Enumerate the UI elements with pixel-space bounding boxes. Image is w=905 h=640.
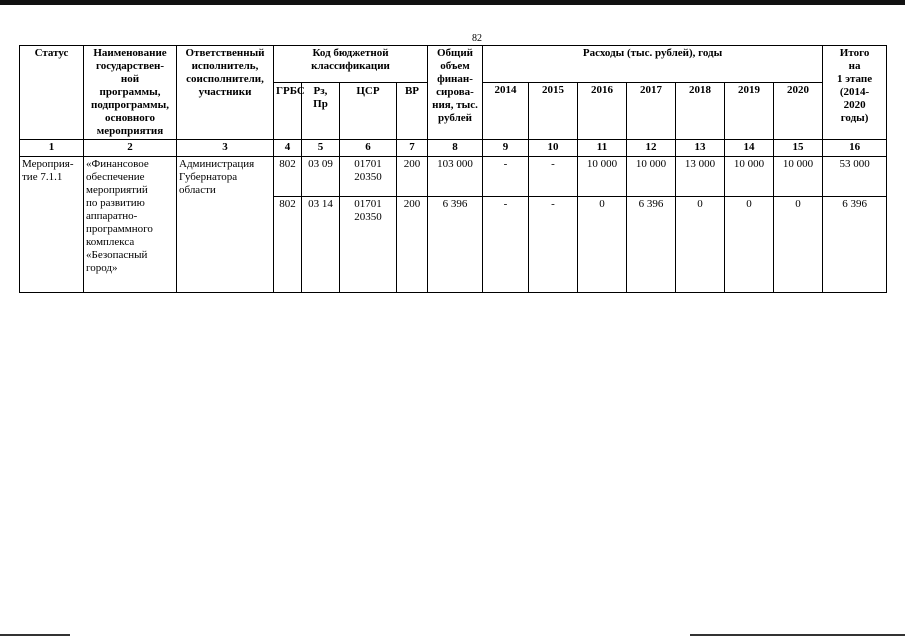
header-stage-total: Итого на 1 этапе (2014- 2020 годы)	[823, 46, 887, 140]
header-year: 2020	[774, 83, 823, 140]
column-number: 6	[340, 140, 397, 157]
cell-year: 0	[725, 197, 774, 293]
cell-csr: 01701 20350	[340, 197, 397, 293]
cell-grbs: 802	[274, 197, 302, 293]
cell-total: 103 000	[428, 157, 483, 197]
column-number: 4	[274, 140, 302, 157]
cell-year: -	[483, 197, 529, 293]
cell-year: 6 396	[627, 197, 676, 293]
header-year: 2016	[578, 83, 627, 140]
column-number: 7	[397, 140, 428, 157]
cell-year: -	[529, 197, 578, 293]
header-program-name: Наименование государствен- ной программы, подпрограммы, основного мероприятия	[84, 46, 177, 140]
cell-year: -	[529, 157, 578, 197]
column-number: 12	[627, 140, 676, 157]
cell-total: 6 396	[428, 197, 483, 293]
header-year: 2015	[529, 83, 578, 140]
header-row-top	[20, 46, 887, 83]
cell-year: 0	[774, 197, 823, 293]
cell-vr: 200	[397, 157, 428, 197]
cell-stage-total: 53 000	[823, 157, 887, 197]
header-expenses: Расходы (тыс. рублей), годы	[483, 46, 823, 83]
cell-rzpr: 03 09	[302, 157, 340, 197]
header-year: 2019	[725, 83, 774, 140]
table-row	[20, 157, 887, 197]
cell-year: 13 000	[676, 157, 725, 197]
column-number: 11	[578, 140, 627, 157]
cell-csr: 01701 20350	[340, 157, 397, 197]
column-number-row	[20, 140, 887, 157]
cell-stage-total: 6 396	[823, 197, 887, 293]
header-year: 2018	[676, 83, 725, 140]
entry-status: Мероприя- тие 7.1.1	[20, 157, 84, 293]
header-csr: ЦСР	[340, 83, 397, 140]
cell-year: 10 000	[627, 157, 676, 197]
column-number: 9	[483, 140, 529, 157]
header-status: Статус	[20, 46, 84, 140]
cell-year: -	[483, 157, 529, 197]
header-year: 2017	[627, 83, 676, 140]
column-number: 10	[529, 140, 578, 157]
column-number: 2	[84, 140, 177, 157]
cell-grbs: 802	[274, 157, 302, 197]
page-number: 82	[472, 33, 482, 44]
header-year: 2014	[483, 83, 529, 140]
cell-year: 0	[578, 197, 627, 293]
column-number: 8	[428, 140, 483, 157]
column-number: 14	[725, 140, 774, 157]
header-total-volume: Общий объем финан- сирова- ния, тыс. рублей	[428, 46, 483, 140]
column-number: 13	[676, 140, 725, 157]
header-rzpr: Рз, Пр	[302, 83, 340, 140]
entry-name: «Финансовое обеспечение мероприятий по развитию аппаратно- программного комплекса «Безопасный город»	[84, 157, 177, 293]
header-executor: Ответственный исполнитель, соисполнители, участники	[177, 46, 274, 140]
cell-year: 10 000	[578, 157, 627, 197]
header-budget-code: Код бюджетной классификации	[274, 46, 428, 83]
entry-executor: Администрация Губернатора области	[177, 157, 274, 293]
cell-vr: 200	[397, 197, 428, 293]
cell-year: 10 000	[725, 157, 774, 197]
column-number: 16	[823, 140, 887, 157]
header-vr: ВР	[397, 83, 428, 140]
cell-rzpr: 03 14	[302, 197, 340, 293]
scan-bottom-left-edge	[0, 634, 70, 636]
cell-year: 10 000	[774, 157, 823, 197]
column-number: 3	[177, 140, 274, 157]
scan-top-edge	[0, 0, 905, 5]
header-grbs: ГРБС	[274, 83, 302, 140]
cell-year: 0	[676, 197, 725, 293]
column-number: 5	[302, 140, 340, 157]
column-number: 15	[774, 140, 823, 157]
budget-table	[19, 45, 887, 293]
column-number: 1	[20, 140, 84, 157]
scan-bottom-right-edge	[690, 634, 905, 636]
